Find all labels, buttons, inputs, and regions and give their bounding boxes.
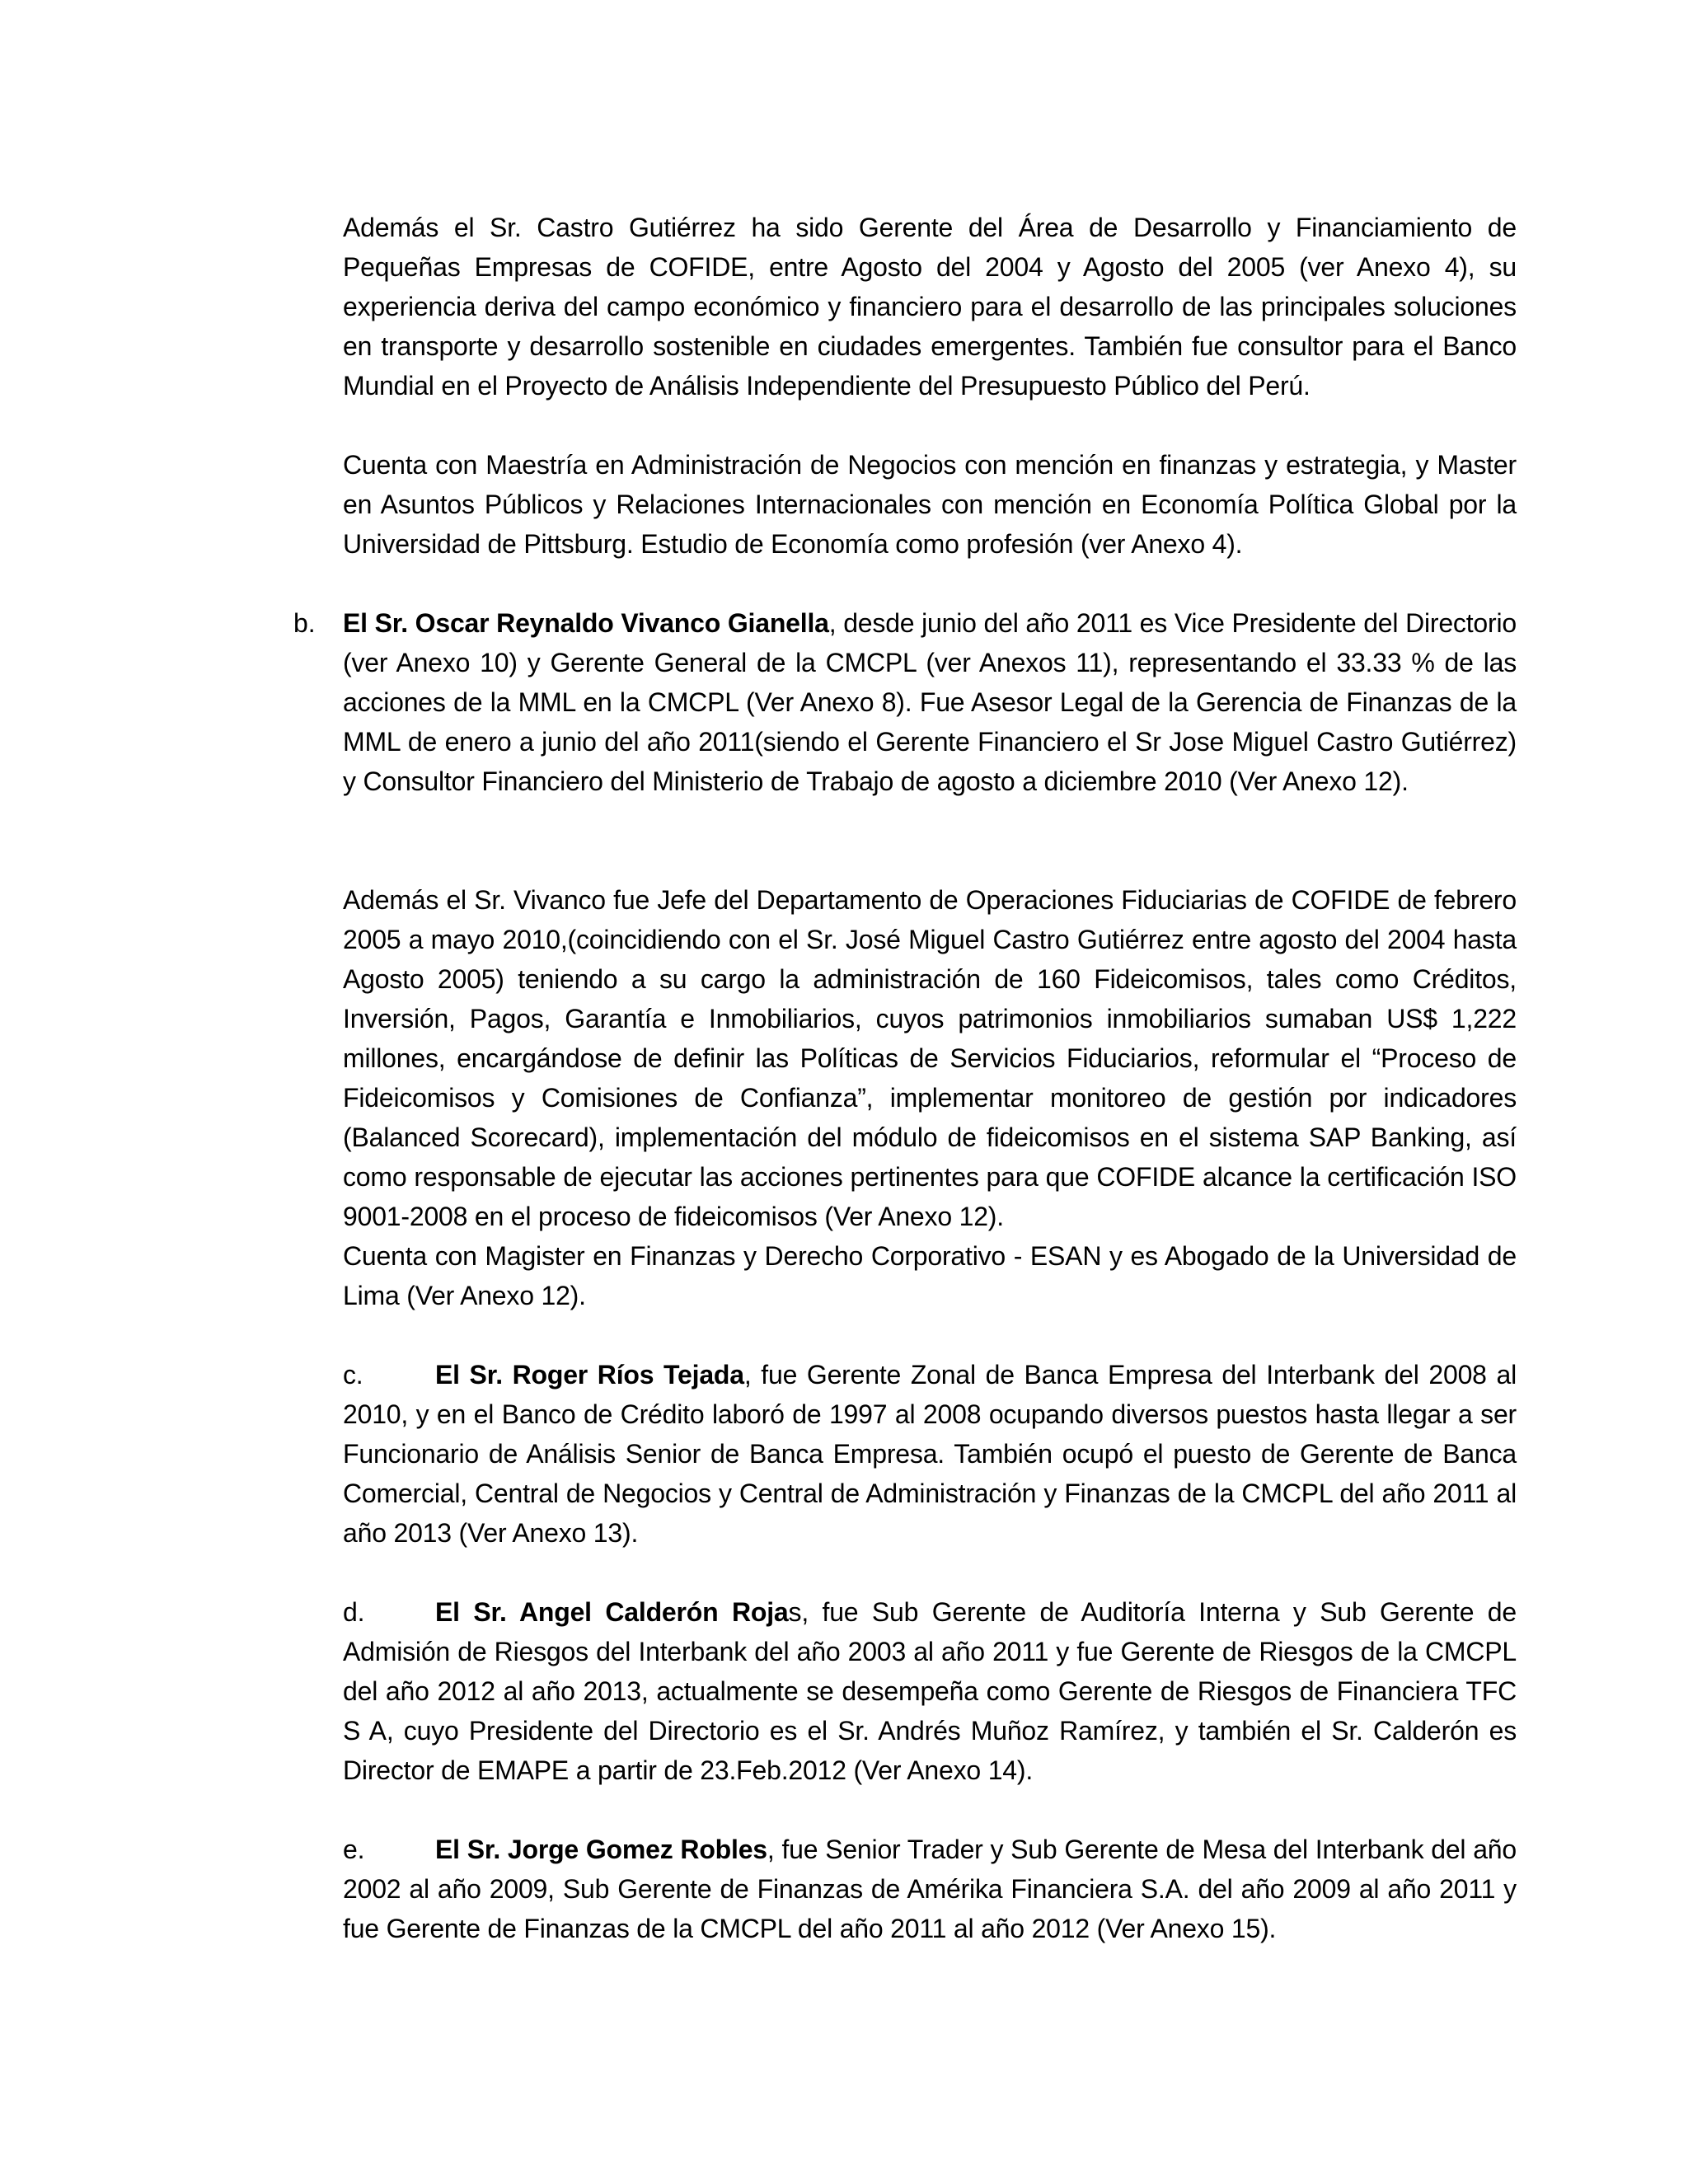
paragraph-text: Cuenta con Maestría en Administración de Negocios con mención en finanzas y estrategia, y Master en Asuntos Públicos y Relaciones Internacionales con mención en Economía Política Global por la Universidad de Pittsburg. Estudio de Economía como profesión (ver Anexo 4). xyxy=(343,450,1517,559)
paragraph-vivanco-education xyxy=(343,1236,1517,1315)
list-marker-b: b. xyxy=(293,608,316,638)
item-text: , fue Gerente Zonal de Banca Empresa del Interbank del 2008 al 2010, y en el Banco de Crédito laboró de 1997 al 2008 ocupando diversos puestos hasta llegar a ser Funcionario de Análisis Senior de Banca Empresa. También ocupó el puesto de Gerente de Banca Comercial, Central de Negocios y Central de Administración y Finanzas de la CMCPL del año 2011 al año 2013 (Ver Anexo 13). xyxy=(343,1360,1517,1548)
paragraph-text xyxy=(343,1830,1517,1948)
list-marker-e: e. xyxy=(343,1835,365,1864)
list-marker-d: d. xyxy=(343,1597,365,1627)
list-item-e xyxy=(343,1830,1517,1948)
item-text: , desde junio del año 2011 es Vice Presidente del Directorio (ver Anexo 10) y Gerente General de la CMCPL (ver Anexos 11), representando el 33.33 % de las acciones de la MML en la CMCPL (Ver Anexo 8). Fue Asesor Legal de la Gerencia de Finanzas de la MML de enero a junio del año 2011(siendo el Gerente Financiero el Sr Jose Miguel Castro Gutiérrez) y Consultor Financiero del Ministerio de Trabajo de agosto a diciembre 2010 (Ver Anexo 12). xyxy=(343,608,1517,796)
person-name: El Sr. Jorge Gomez Robles xyxy=(435,1835,767,1864)
paragraph-castro-experience xyxy=(343,208,1517,405)
person-name: El Sr. Angel Calderón Roja xyxy=(435,1597,789,1627)
paragraph-text: Además el Sr. Vivanco fue Jefe del Departamento de Operaciones Fiduciarias de COFIDE de febrero 2005 a mayo 2010,(coincidiendo con el Sr. José Miguel Castro Gutiérrez entre agosto del 2004 hasta Agosto 2005) teniendo a su cargo la administración de 160 Fideicomisos, tales como Créditos, Inversión, Pagos, Garantía e Inmobiliarios, cuyos patrimonios inmobiliarios sumaban US$ 1,222 millones, encargándose de definir las Políticas de Servicios Fiduciarios, reformular el “Proceso de Fideicomisos y Comisiones de Confianza”, implementar monitoreo de gestión por indicadores (Balanced Scorecard), implementación del módulo de fideicomisos en el sistema SAP Banking, así como responsable de ejecutar las acciones pertinentes para que COFIDE alcance la certificación ISO 9001-2008 en el proceso de fideicomisos (Ver Anexo 12). xyxy=(343,885,1517,1231)
paragraph-vivanco-experience xyxy=(343,880,1517,1236)
paragraph-text xyxy=(343,1355,1517,1553)
list-marker-c: c. xyxy=(343,1360,363,1390)
list-item-d xyxy=(343,1592,1517,1790)
paragraph-castro-education xyxy=(343,445,1517,564)
paragraph-text: Cuenta con Magister en Finanzas y Derecho Corporativo - ESAN y es Abogado de la Universidad de Lima (Ver Anexo 12). xyxy=(343,1241,1517,1310)
item-text: s, fue Sub Gerente de Auditoría Interna y Sub Gerente de Admisión de Riesgos del Interbank del año 2003 al año 2011 y fue Gerente de Riesgos de la CMCPL del año 2012 al año 2013, actualmente se desempeña como Gerente de Riesgos de Financiera TFC S A, cuyo Presidente del Directorio es el Sr. Andrés Muñoz Ramírez, y también el Sr. Calderón es Director de EMAPE a partir de 23.Feb.2012 (Ver Anexo 14). xyxy=(343,1597,1517,1785)
paragraph-text xyxy=(343,1592,1517,1790)
paragraph-text xyxy=(343,603,1517,801)
list-item-c xyxy=(343,1355,1517,1553)
person-name: El Sr. Roger Ríos Tejada xyxy=(435,1360,744,1390)
paragraph-text: Además el Sr. Castro Gutiérrez ha sido Gerente del Área de Desarrollo y Financiamiento de Pequeñas Empresas de COFIDE, entre Agosto del 2004 y Agosto del 2005 (ver Anexo 4), su experiencia deriva del campo económico y financiero para el desarrollo de las principales soluciones en transporte y desarrollo sostenible en ciudades emergentes. También fue consultor para el Banco Mundial en el Proyecto de Análisis Independiente del Presupuesto Público del Perú. xyxy=(343,213,1517,401)
list-item-b xyxy=(343,603,1517,801)
person-name: El Sr. Oscar Reynaldo Vivanco Gianella xyxy=(343,608,829,638)
item-text: , fue Senior Trader y Sub Gerente de Mesa del Interbank del año 2002 al año 2009, Sub Gerente de Finanzas de Amérika Financiera S.A. del año 2009 al año 2011 y fue Gerente de Finanzas de la CMCPL del año 2011 al año 2012 (Ver Anexo 15). xyxy=(343,1835,1517,1943)
